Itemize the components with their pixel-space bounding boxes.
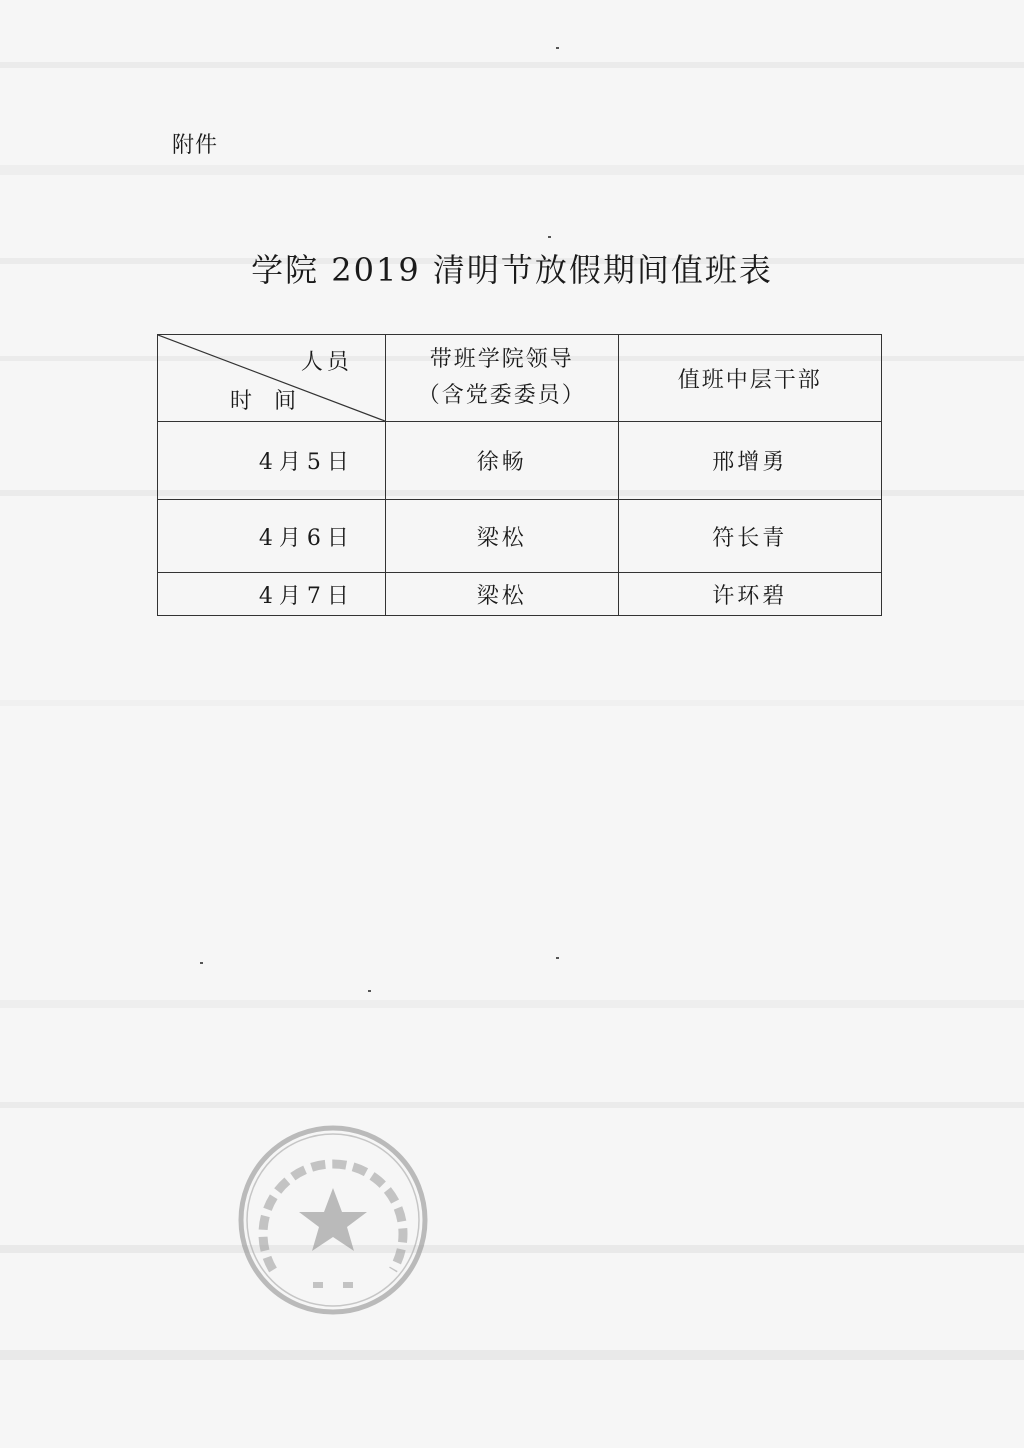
header-personnel: 人员 [300,350,353,375]
scan-streak [0,62,1024,68]
middle-manager-cell: 许环碧 [618,573,881,616]
page-title: 学院 2019 清明节放假期间值班表 [251,251,773,289]
date-cell: 4月7日 [158,573,386,616]
header-leader-line2: （含党委委员） [417,383,586,408]
speck [200,962,203,964]
scan-streak [0,1102,1024,1108]
speck [368,990,371,992]
middle-manager-cell: 符长青 [618,500,881,573]
speck [556,957,559,959]
speck [556,47,559,49]
leader-cell: 徐畅 [385,422,618,500]
speck [548,236,551,238]
table-row [158,573,882,616]
leader-cell: 梁松 [385,573,618,616]
scan-streak [0,1350,1024,1360]
scan-streak [0,165,1024,175]
scan-streak [0,1245,1024,1253]
header-time: 时间 [230,389,319,414]
table-row [158,500,882,573]
middle-manager-cell: 邢增勇 [618,422,881,500]
date-cell: 4月6日 [158,500,386,573]
table-header-row [158,335,882,422]
header-leader-line1: 带班学院领导 [429,347,574,372]
leader-cell: 梁松 [385,500,618,573]
header-leader-cell [385,335,618,422]
diagonal-header-cell [158,335,386,422]
attachment-label: 附件 [172,133,219,158]
table-row [158,422,882,500]
scan-streak [0,700,1024,706]
scan-streak [0,1000,1024,1008]
duty-schedule-table [157,334,882,616]
date-cell: 4月5日 [158,422,386,500]
official-seal-icon [233,1120,433,1320]
header-middle-manager-cell: 值班中层干部 [618,335,881,422]
